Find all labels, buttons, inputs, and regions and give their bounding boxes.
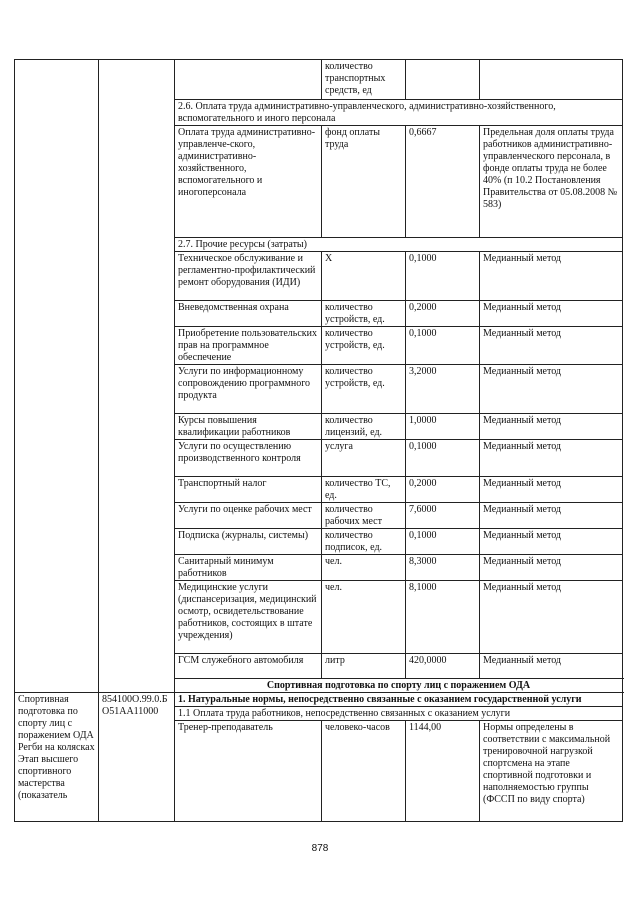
unit-cell: количество устройств, ед. [322, 365, 406, 414]
method-cell: Медианный метод [480, 252, 623, 301]
page-number: 878 [311, 843, 329, 854]
empty-cell [175, 60, 322, 100]
resource-name-cell: Транспортный налог [175, 477, 322, 503]
resource-name-cell: Медицинские услуги (диспансеризация, медицинский осмотр, освидетельствование работников, состоящих в штате учреждения) [175, 581, 322, 654]
resource-name-cell: Оплата труда административно-управленче-ского, административно-хозяйственного, вспомогательного и иногоперсонала [175, 126, 322, 238]
resource-name-cell: Услуги по информационному сопровождению программного продукта [175, 365, 322, 414]
value-cell: 0,1000 [406, 529, 480, 555]
method-cell: Медианный метод [480, 654, 623, 679]
value-cell: 7,6000 [406, 503, 480, 529]
method-cell: Медианный метод [480, 581, 623, 654]
unit-cell: человеко-часов [322, 721, 406, 822]
resource-name-cell: Техническое обслуживание и регламентно-профилактический ремонт оборудования (ИДИ) [175, 252, 322, 301]
method-cell: Медианный метод [480, 503, 623, 529]
empty-cell [480, 60, 623, 100]
subheader-labor-pay: 1.1 Оплата труда работников, непосредственно связанных с оказанием услуги [175, 707, 623, 721]
section-header-2-7: 2.7. Прочие ресурсы (затраты) [175, 238, 623, 252]
unit-cell: количество устройств, ед. [322, 301, 406, 327]
resource-name-cell: Вневедомственная охрана [175, 301, 322, 327]
table-row [15, 693, 623, 707]
value-cell: 3,2000 [406, 365, 480, 414]
value-cell: 1,0000 [406, 414, 480, 440]
method-cell: Медианный метод [480, 301, 623, 327]
method-cell: Нормы определены в соответствии с максимальной тренировочной нагрузкой спортсмена на этапе спортивной подготовки и наполняемостью группы (ФССП по виду спорта) [480, 721, 623, 822]
service-name-cell: Спортивная подготовка по спорту лиц с поражением ОДА Регби на колясках Этап высшего спортивного мастерства (показатель [15, 693, 99, 822]
empty-cell [406, 60, 480, 100]
resource-name-cell: Курсы повышения квалификации работников [175, 414, 322, 440]
subheader-natural-norms: 1. Натуральные нормы, непосредственно связанные с оказанием государственной услуги [175, 693, 623, 707]
method-cell: Медианный метод [480, 529, 623, 555]
method-cell: Медианный метод [480, 327, 623, 365]
method-cell: Медианный метод [480, 440, 623, 477]
unit-cell: количество устройств, ед. [322, 327, 406, 365]
resource-name-cell: Услуги по осуществлению производственного контроля [175, 440, 322, 477]
unit-cell: чел. [322, 581, 406, 654]
norms-table [14, 59, 623, 822]
unit-cell: чел. [322, 555, 406, 581]
unit-cell: услуга [322, 440, 406, 477]
value-cell: 8,1000 [406, 581, 480, 654]
method-cell: Медианный метод [480, 555, 623, 581]
value-cell: 8,3000 [406, 555, 480, 581]
value-cell: 420,0000 [406, 654, 480, 679]
unit-cell: литр [322, 654, 406, 679]
empty-cell [15, 60, 99, 693]
value-cell: 0,2000 [406, 301, 480, 327]
empty-cell [99, 60, 175, 693]
unit-cell: количество лицензий, ед. [322, 414, 406, 440]
unit-cell: фонд оплаты труда [322, 126, 406, 238]
resource-name-cell: Услуги по оценке рабочих мест [175, 503, 322, 529]
value-cell: 0,1000 [406, 440, 480, 477]
method-cell: Медианный метод [480, 477, 623, 503]
value-cell: 0,2000 [406, 477, 480, 503]
unit-cell: количество подписок, ед. [322, 529, 406, 555]
method-cell: Медианный метод [480, 414, 623, 440]
value-cell: 0,1000 [406, 252, 480, 301]
section-title-oda: Спортивная подготовка по спорту лиц с поражением ОДА [175, 679, 623, 693]
resource-name-cell: Приобретение пользовательских прав на программное обеспечение [175, 327, 322, 365]
resource-name-cell: Тренер-преподаватель [175, 721, 322, 822]
unit-cell: количество ТС, ед. [322, 477, 406, 503]
section-header-2-6: 2.6. Оплата труда административно-управленческого, административно-хозяйственного, вспомогательного и иного персонала [175, 100, 623, 126]
value-cell: 0,1000 [406, 327, 480, 365]
method-cell: Предельная доля оплаты труда работников административно-управленческого персонала, в фонде оплаты труда не более 40% (п 10.2 Постановления Правительства от 05.08.2008 № 583) [480, 126, 623, 238]
unit-cell: количество рабочих мест [322, 503, 406, 529]
resource-name-cell: Подписка (журналы, системы) [175, 529, 322, 555]
table-row [15, 60, 623, 100]
service-code-cell: 854100О.99.0.БО51АА11000 [99, 693, 175, 822]
resource-name-cell: Санитарный минимум работников [175, 555, 322, 581]
resource-name-cell: ГСМ служебного автомобиля [175, 654, 322, 679]
value-cell: 1144,00 [406, 721, 480, 822]
value-cell: 0,6667 [406, 126, 480, 238]
unit-cell: X [322, 252, 406, 301]
unit-cell: количество транспортных средств, ед [322, 60, 406, 100]
method-cell: Медианный метод [480, 365, 623, 414]
